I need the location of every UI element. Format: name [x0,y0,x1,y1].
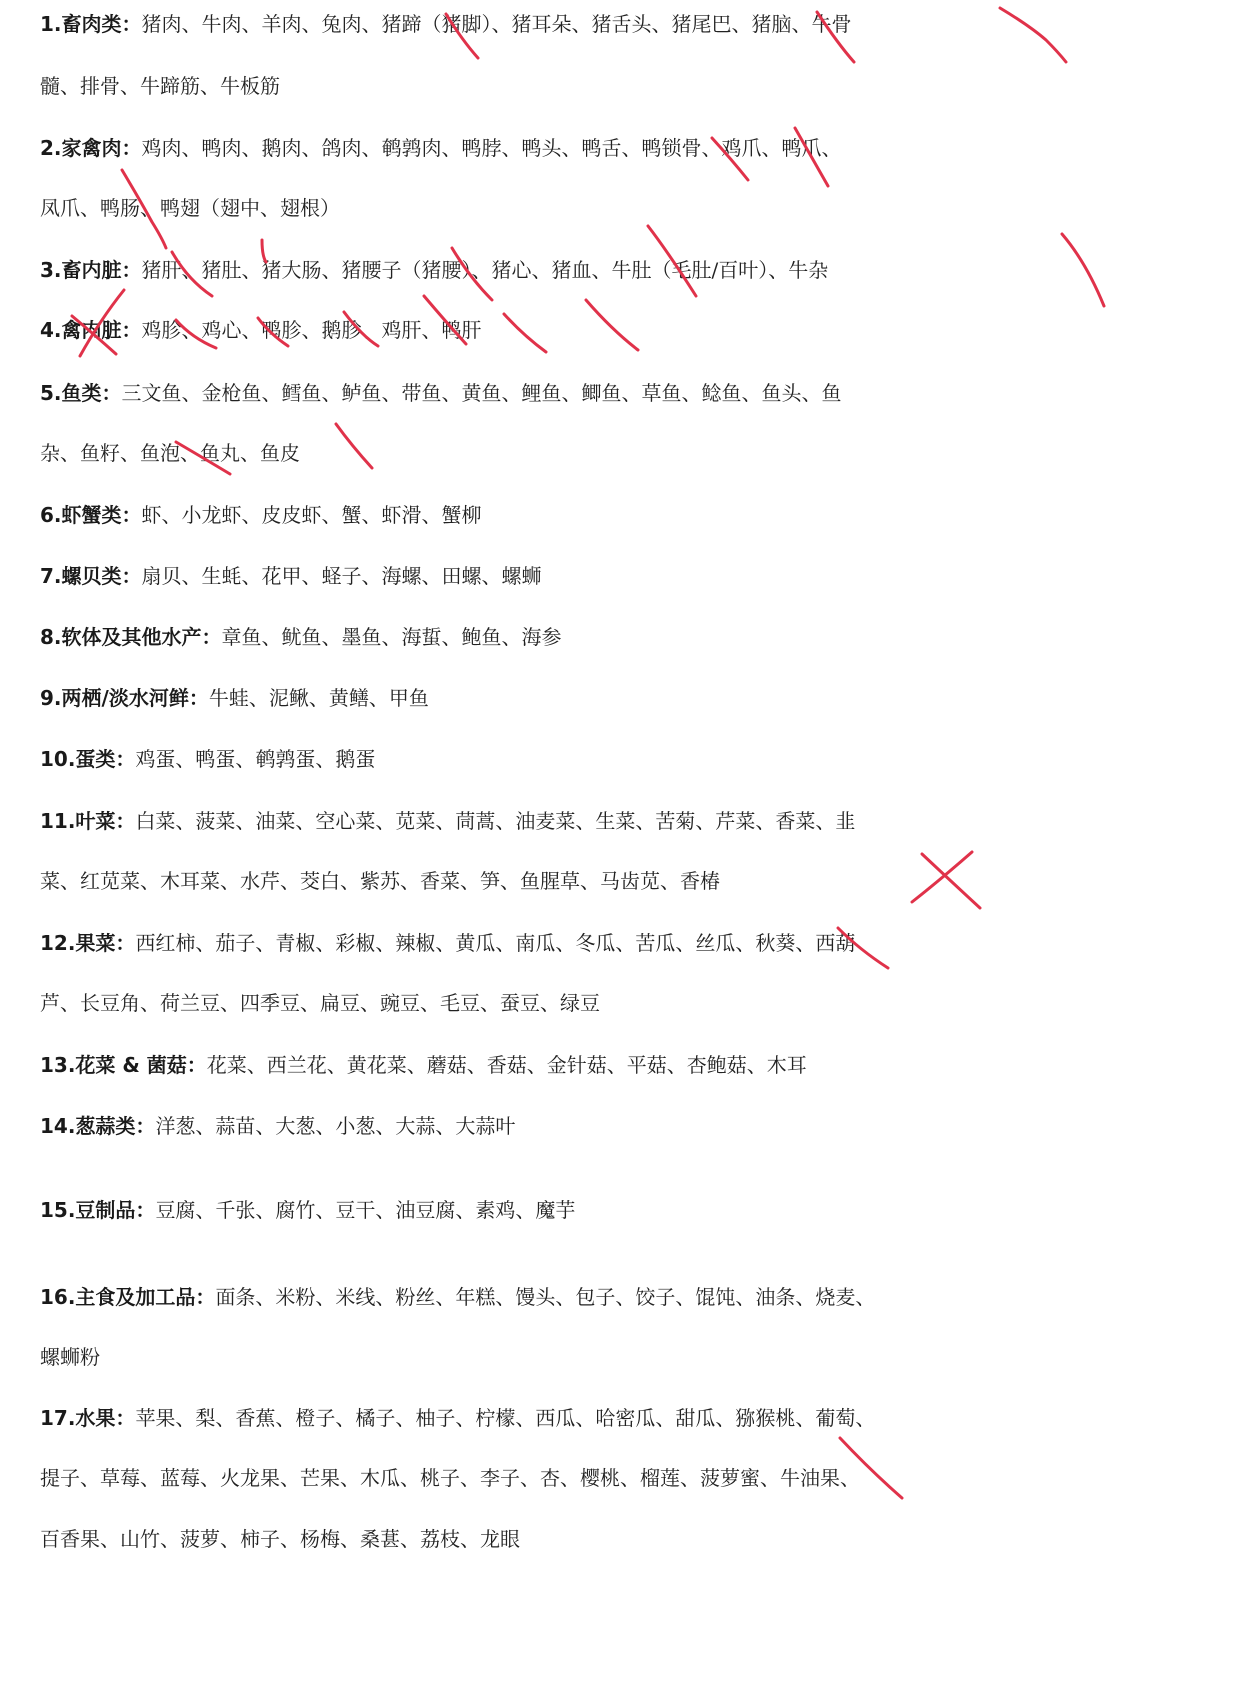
category-label: 17.水果： [40,1406,136,1430]
category-8-line [40,619,1240,655]
category-items: 洋葱、蒜苗、大葱、小葱、大蒜、大蒜叶 [155,1114,516,1138]
category-items: 白菜、菠菜、油菜、空心菜、苋菜、茼蒿、油麦菜、生菜、苦菊、芹菜、香菜、韭 [135,809,856,833]
category-items: 提子、草莓、蓝莓、火龙果、芒果、木瓜、桃子、李子、杏、樱桃、榴莲、菠萝蜜、牛油果、 [40,1466,860,1490]
category-label: 10.蛋类： [40,747,136,771]
category-2-line [40,130,1240,166]
category-5-line [40,435,1240,471]
category-6-line [40,497,1240,533]
category-items: 牛蛙、泥鳅、黄鳝、甲鱼 [208,686,429,710]
category-label: 14.葱蒜类： [40,1114,156,1138]
category-label: 13.花菜 & 菌菇： [40,1053,207,1077]
category-label: 12.果菜： [40,931,136,955]
category-12-line [40,985,1240,1021]
category-items: 西红柿、茄子、青椒、彩椒、辣椒、黄瓜、南瓜、冬瓜、苦瓜、丝瓜、秋葵、西葫 [135,931,856,955]
category-1-line [40,68,1240,104]
category-label: 3.畜内脏： [40,258,142,282]
category-17-line [40,1400,1240,1436]
category-items: 杂、鱼籽、鱼泡、鱼丸、鱼皮 [40,441,300,465]
category-label: 2.家禽肉： [40,136,142,160]
category-items: 豆腐、千张、腐竹、豆干、油豆腐、素鸡、魔芋 [155,1198,576,1222]
category-17-line [40,1521,1240,1557]
category-2-line [40,190,1240,226]
category-1-line [40,6,1240,42]
category-10-line [40,741,1240,777]
category-7-line [40,558,1240,594]
category-label: 6.虾蟹类： [40,503,142,527]
category-items: 花菜、西兰花、黄花菜、蘑菇、香菇、金针菇、平菇、杏鲍菇、木耳 [206,1053,807,1077]
category-17-line [40,1460,1240,1496]
category-14-line [40,1108,1240,1144]
category-16-line [40,1339,1240,1375]
category-label: 4.禽内脏： [40,318,142,342]
category-12-line [40,925,1240,961]
category-items: 猪肉、牛肉、羊肉、兔肉、猪蹄（猪脚）、猪耳朵、猪舌头、猪尾巴、猪脑、牛骨 [141,12,852,36]
category-items: 螺蛳粉 [40,1345,100,1369]
category-5-line [40,375,1240,411]
category-label: 8.软体及其他水产： [40,625,222,649]
category-label: 1.畜肉类： [40,12,142,36]
category-items: 百香果、山竹、菠萝、柿子、杨梅、桑葚、荔枝、龙眼 [40,1527,520,1551]
category-label: 7.螺贝类： [40,564,142,588]
category-items: 鸡胗、鸡心、鸭胗、鹅胗、鸡肝、鸭肝 [141,318,482,342]
category-items: 髓、排骨、牛蹄筋、牛板筋 [40,74,280,98]
category-items: 鸡肉、鸭肉、鹅肉、鸽肉、鹌鹑肉、鸭脖、鸭头、鸭舌、鸭锁骨、鸡爪、鸭爪、 [141,136,842,160]
category-items: 猪肝、猪肚、猪大肠、猪腰子（猪腰）、猪心、猪血、牛肚（毛肚/百叶）、牛杂 [141,258,829,282]
category-items: 凤爪、鸭肠、鸭翅（翅中、翅根） [40,196,340,220]
category-label: 16.主食及加工品： [40,1285,216,1309]
category-11-line [40,803,1240,839]
category-items: 苹果、梨、香蕉、橙子、橘子、柚子、柠檬、西瓜、哈密瓜、甜瓜、猕猴桃、葡萄、 [135,1406,876,1430]
category-items: 虾、小龙虾、皮皮虾、蟹、虾滑、蟹柳 [141,503,482,527]
category-3-line [40,252,1240,288]
category-label: 9.两栖/淡水河鲜： [40,686,209,710]
category-4-line [40,312,1240,348]
category-9-line [40,680,1240,716]
category-items: 菜、红苋菜、木耳菜、水芹、茭白、紫苏、香菜、笋、鱼腥草、马齿苋、香椿 [40,869,720,893]
category-label: 15.豆制品： [40,1198,156,1222]
category-16-line [40,1279,1240,1315]
category-items: 芦、长豆角、荷兰豆、四季豆、扁豆、豌豆、毛豆、蚕豆、绿豆 [40,991,600,1015]
category-items: 面条、米粉、米线、粉丝、年糕、馒头、包子、饺子、馄饨、油条、烧麦、 [215,1285,876,1309]
category-11-line [40,863,1240,899]
category-items: 三文鱼、金枪鱼、鳕鱼、鲈鱼、带鱼、黄鱼、鲤鱼、鲫鱼、草鱼、鲶鱼、鱼头、鱼 [121,381,842,405]
category-13-line [40,1047,1240,1083]
category-label: 5.鱼类： [40,381,122,405]
category-15-line [40,1192,1240,1228]
category-items: 鸡蛋、鸭蛋、鹌鹑蛋、鹅蛋 [135,747,376,771]
category-items: 章鱼、鱿鱼、墨鱼、海蜇、鲍鱼、海参 [221,625,562,649]
category-items: 扇贝、生蚝、花甲、蛏子、海螺、田螺、螺蛳 [141,564,542,588]
category-label: 11.叶菜： [40,809,136,833]
